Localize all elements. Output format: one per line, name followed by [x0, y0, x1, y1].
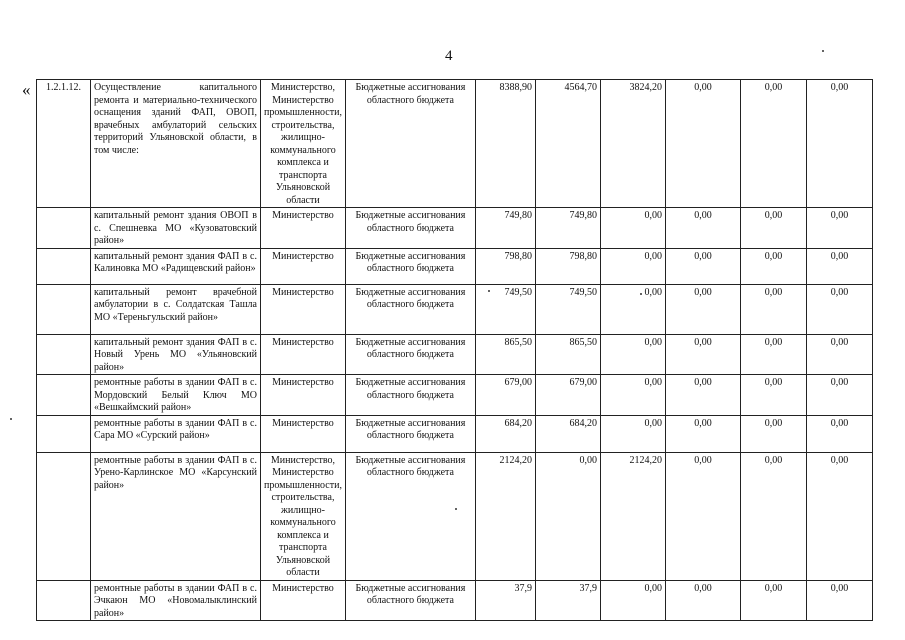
cell-description: ремонтные работы в здании ФАП в с. Урено-Карлинское МО «Карсунский район» — [91, 452, 261, 580]
cell-year-3: 0,00 — [665, 248, 740, 284]
scan-speck — [10, 418, 12, 420]
cell-year-5: 0,00 — [806, 248, 872, 284]
cell-total: 2124,20 — [475, 452, 535, 580]
cell-executor: Министерство — [261, 284, 346, 334]
cell-year-1: 37,9 — [535, 580, 600, 621]
cell-total: 749,80 — [475, 208, 535, 249]
cell-source: Бюджетные ассигнования областного бюджета — [345, 334, 475, 375]
cell-total: 798,80 — [475, 248, 535, 284]
cell-year-2: 0,00 — [600, 334, 665, 375]
cell-total: 679,00 — [475, 375, 535, 416]
cell-executor: Министерство — [261, 208, 346, 249]
cell-year-5: 0,00 — [806, 334, 872, 375]
cell-source: Бюджетные ассигнования областного бюджета — [345, 248, 475, 284]
cell-year-2: 3824,20 — [600, 80, 665, 208]
cell-total: 8388,90 — [475, 80, 535, 208]
cell-description: ремонтные работы в здании ФАП в с. Эчкаюн МО «Новомалыклинский район» — [91, 580, 261, 621]
cell-year-3: 0,00 — [665, 208, 740, 249]
cell-year-4: 0,00 — [740, 415, 806, 452]
table-row — [37, 208, 873, 249]
cell-code — [37, 415, 91, 452]
table-row — [37, 284, 873, 334]
cell-code — [37, 284, 91, 334]
budget-table — [36, 79, 873, 621]
cell-description: Осуществление капитального ремонта и материально-технического оснащения зданий ФАП, ОВОП, врачебных амбулаторий сельских территорий Ульяновской области, в том числе: — [91, 80, 261, 208]
cell-year-1: 749,50 — [535, 284, 600, 334]
table-row — [37, 80, 873, 208]
cell-code: 1.2.1.12. — [37, 80, 91, 208]
cell-year-5: 0,00 — [806, 375, 872, 416]
scan-speck — [822, 50, 824, 52]
cell-year-1: 749,80 — [535, 208, 600, 249]
cell-year-5: 0,00 — [806, 80, 872, 208]
cell-code — [37, 375, 91, 416]
cell-year-4: 0,00 — [740, 452, 806, 580]
cell-year-3: 0,00 — [665, 452, 740, 580]
cell-year-3: 0,00 — [665, 284, 740, 334]
cell-year-2: 0,00 — [600, 284, 665, 334]
cell-code — [37, 248, 91, 284]
cell-year-2: 0,00 — [600, 580, 665, 621]
cell-year-4: 0,00 — [740, 80, 806, 208]
cell-description: капитальный ремонт здания ФАП в с. Новый Урень МО «Ульяновский район» — [91, 334, 261, 375]
cell-executor: Министерство, Министерство промышленности, строительства, жилищно-коммунального комплекса и транспорта Ульяновской области — [261, 80, 346, 208]
cell-code — [37, 580, 91, 621]
cell-year-2: 0,00 — [600, 208, 665, 249]
cell-source: Бюджетные ассигнования областного бюджета — [345, 415, 475, 452]
cell-source: Бюджетные ассигнования областного бюджета — [345, 284, 475, 334]
cell-year-3: 0,00 — [665, 375, 740, 416]
cell-code — [37, 452, 91, 580]
cell-source: Бюджетные ассигнования областного бюджета — [345, 208, 475, 249]
cell-executor: Министерство — [261, 375, 346, 416]
table-row — [37, 375, 873, 416]
cell-year-2: 0,00 — [600, 415, 665, 452]
cell-year-5: 0,00 — [806, 208, 872, 249]
cell-year-1: 4564,70 — [535, 80, 600, 208]
cell-year-1: 684,20 — [535, 415, 600, 452]
cell-year-1: 679,00 — [535, 375, 600, 416]
cell-year-4: 0,00 — [740, 284, 806, 334]
cell-executor: Министерство — [261, 248, 346, 284]
cell-total: 749,50 — [475, 284, 535, 334]
cell-executor: Министерство, Министерство промышленности, строительства, жилищно-коммунального комплекса и транспорта Ульяновской области — [261, 452, 346, 580]
cell-executor: Министерство — [261, 334, 346, 375]
cell-year-5: 0,00 — [806, 284, 872, 334]
cell-description: капитальный ремонт здания ФАП в с. Калиновка МО «Радищевский район» — [91, 248, 261, 284]
cell-description: ремонтные работы в здании ФАП в с. Сара МО «Сурский район» — [91, 415, 261, 452]
cell-year-5: 0,00 — [806, 580, 872, 621]
cell-year-2: 0,00 — [600, 375, 665, 416]
cell-year-1: 798,80 — [535, 248, 600, 284]
cell-source: Бюджетные ассигнования областного бюджета — [345, 375, 475, 416]
cell-year-5: 0,00 — [806, 415, 872, 452]
cell-year-4: 0,00 — [740, 375, 806, 416]
cell-source: Бюджетные ассигнования областного бюджета — [345, 80, 475, 208]
cell-year-3: 0,00 — [665, 334, 740, 375]
cell-year-4: 0,00 — [740, 248, 806, 284]
cell-description: капитальный ремонт здания ОВОП в с. Спешневка МО «Кузоватовский район» — [91, 208, 261, 249]
table-row — [37, 248, 873, 284]
cell-code — [37, 208, 91, 249]
cell-executor: Министерство — [261, 415, 346, 452]
cell-year-1: 865,50 — [535, 334, 600, 375]
cell-year-3: 0,00 — [665, 580, 740, 621]
cell-code — [37, 334, 91, 375]
cell-year-3: 0,00 — [665, 80, 740, 208]
cell-year-4: 0,00 — [740, 334, 806, 375]
cell-total: 865,50 — [475, 334, 535, 375]
cell-source: Бюджетные ассигнования областного бюджета — [345, 452, 475, 580]
page-number: 4 — [445, 48, 453, 64]
cell-total: 37,9 — [475, 580, 535, 621]
table-body — [37, 80, 873, 621]
cell-year-4: 0,00 — [740, 580, 806, 621]
table-row — [37, 415, 873, 452]
cell-year-3: 0,00 — [665, 415, 740, 452]
cell-executor: Министерство — [261, 580, 346, 621]
cell-total: 684,20 — [475, 415, 535, 452]
table-row — [37, 580, 873, 621]
table-row — [37, 334, 873, 375]
cell-year-2: 0,00 — [600, 248, 665, 284]
cell-source: Бюджетные ассигнования областного бюджета — [345, 580, 475, 621]
cell-year-4: 0,00 — [740, 208, 806, 249]
cell-year-5: 0,00 — [806, 452, 872, 580]
cell-description: капитальный ремонт врачебной амбулатории в с. Солдатская Ташла МО «Тереньгульский район» — [91, 284, 261, 334]
cell-year-2: 2124,20 — [600, 452, 665, 580]
cell-description: ремонтные работы в здании ФАП в с. Мордовский Белый Ключ МО «Вешкаймский район» — [91, 375, 261, 416]
open-quote-mark: « — [22, 80, 31, 99]
cell-year-1: 0,00 — [535, 452, 600, 580]
table-row — [37, 452, 873, 580]
